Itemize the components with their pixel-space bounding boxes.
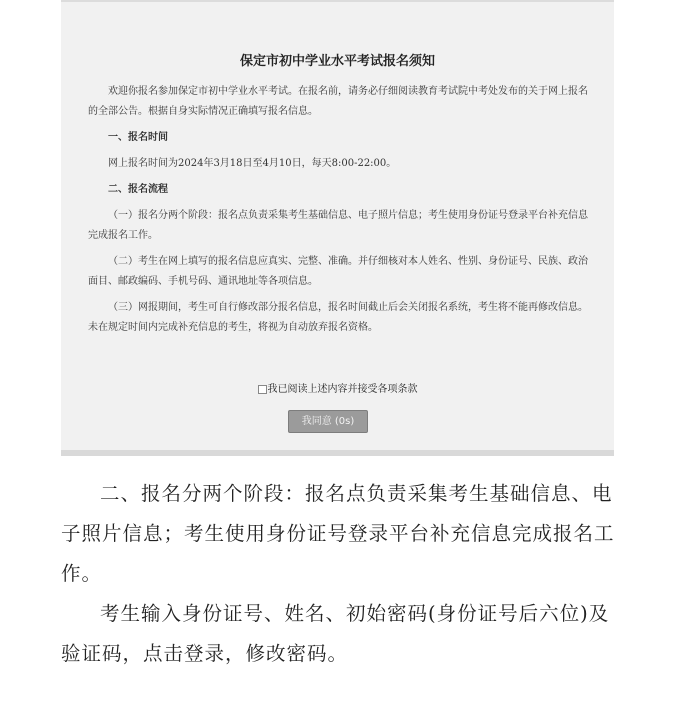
- process-step-3: （三）网报期间，考生可自行修改部分报名信息，报名时间截止后会关闭报名系统，考生将不能再修改信息。未在规定时间内完成补充信息的考生，将视为自动放弃报名资格。: [88, 302, 588, 333]
- panel-divider: [61, 450, 614, 456]
- article-paragraph-2: 考生输入身份证号、姓名、初始密码(身份证号后六位)及验证码，点击登录，修改密码。: [61, 602, 610, 665]
- notice-intro: 欢迎你报名参加保定市初中学业水平考试。在报名前，请务必仔细阅读教育考试院中考处发布的关于网上报名的全部公告。根据自身实际情况正确填写报名信息。: [88, 86, 588, 117]
- section-process-heading: 二、报名流程: [108, 184, 168, 195]
- agree-terms-row[interactable]: [61, 380, 614, 395]
- notice-body: [88, 82, 596, 344]
- process-step-1: （一）报名分两个阶段：报名点负责采集考生基础信息、电子照片信息；考生使用身份证号登录平台补充信息完成报名工作。: [88, 210, 588, 241]
- agree-terms-checkbox[interactable]: [258, 385, 267, 394]
- article-paragraph-1: 二、报名分两个阶段：报名点负责采集考生基础信息、电子照片信息；考生使用身份证号登录平台补充信息完成报名工作。: [61, 482, 615, 585]
- registration-notice-panel: [61, 0, 614, 450]
- section-time-text: 网上报名时间为2024年3月18日至4月10日，每天8:00-22:00。: [108, 158, 397, 169]
- agree-button[interactable]: 我同意 (0s): [288, 410, 368, 433]
- notice-title: 保定市初中学业水平考试报名须知: [239, 54, 435, 69]
- article-content: [61, 474, 621, 674]
- section-time-heading: 一、报名时间: [108, 132, 168, 143]
- agree-terms-label[interactable]: 我已阅读上述内容并接受各项条款: [267, 384, 418, 395]
- process-step-2: （二）考生在网上填写的报名信息应真实、完整、准确。并仔细核对本人姓名、性别、身份证号、民族、政治面目、邮政编码、手机号码、通讯地址等各项信息。: [88, 256, 588, 287]
